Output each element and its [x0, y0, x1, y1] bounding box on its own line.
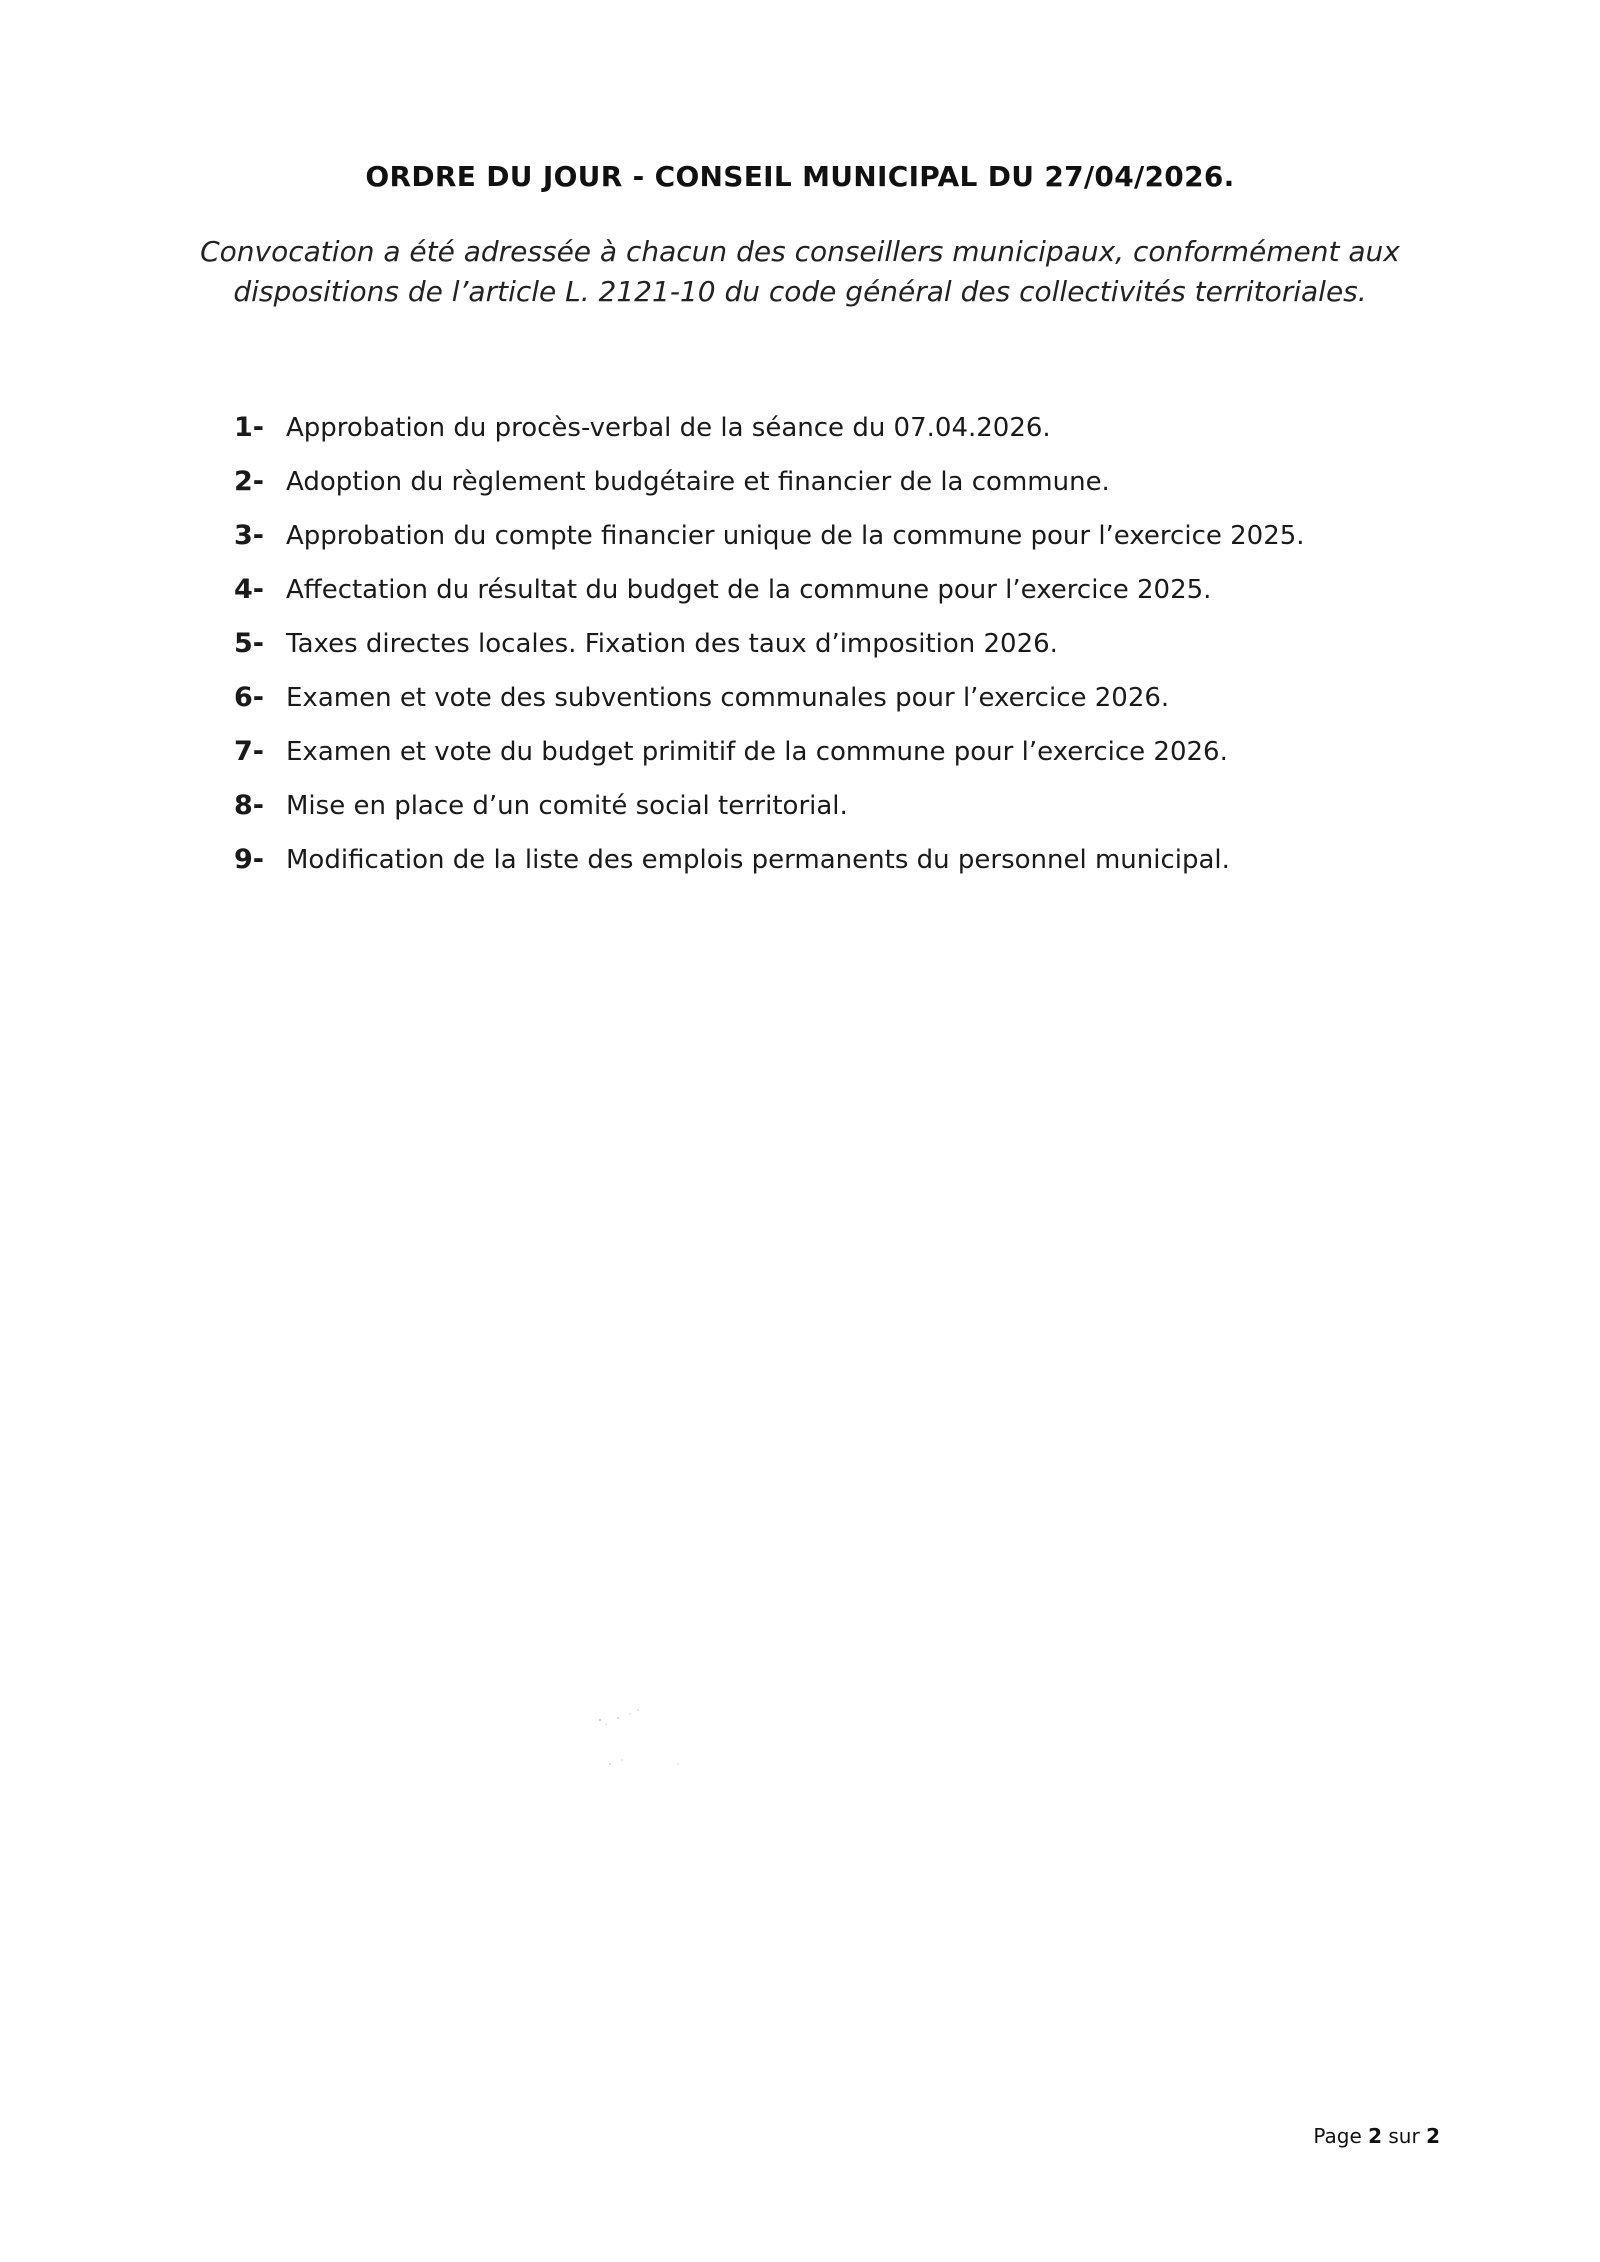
agenda-item-text: Affectation du résultat du budget de la commune pour l’exercice 2025. [286, 575, 1212, 605]
convocation-notice-line-2: dispositions de l’article L. 2121-10 du code général des collectivités territoriales. [233, 275, 1367, 308]
current-page-number: 2 [1368, 2124, 1383, 2148]
agenda-item-text: Taxes directes locales. Fixation des taux d’imposition 2026. [286, 629, 1058, 659]
agenda-item [234, 790, 1434, 844]
agenda-item [234, 844, 1434, 898]
agenda-item [234, 412, 1434, 466]
agenda-item-number: 6- [234, 682, 264, 713]
of-word: sur [1388, 2124, 1420, 2148]
agenda-item-number: 2- [234, 466, 264, 497]
convocation-notice [200, 232, 1400, 312]
total-pages-number: 2 [1426, 2124, 1440, 2148]
page-word: Page [1313, 2124, 1362, 2148]
page-title: ORDRE DU JOUR - CONSEIL MUNICIPAL DU 27/04/2026. [365, 160, 1235, 193]
agenda-item-text: Modification de la liste des emplois permanents du personnel municipal. [286, 845, 1230, 875]
agenda-item-text: Mise en place d’un comité social territorial. [286, 791, 848, 821]
agenda-item-text: Approbation du procès-verbal de la séance du 07.04.2026. [286, 413, 1051, 443]
agenda-item-number: 1- [234, 412, 264, 443]
page-number [1313, 2124, 1440, 2148]
agenda-item-number: 5- [234, 628, 264, 659]
agenda-item [234, 628, 1434, 682]
agenda-item-number: 7- [234, 736, 264, 767]
agenda-item-number: 3- [234, 520, 264, 551]
agenda-item-number: 4- [234, 574, 264, 605]
agenda-item-text: Examen et vote des subventions communales pour l’exercice 2026. [286, 683, 1170, 713]
convocation-notice-line-1: Convocation a été adressée à chacun des conseillers municipaux, conformément aux [200, 235, 1400, 268]
agenda-item [234, 736, 1434, 790]
agenda-list [234, 412, 1434, 898]
agenda-item-number: 9- [234, 844, 264, 875]
agenda-item-text: Examen et vote du budget primitif de la commune pour l’exercice 2026. [286, 737, 1228, 767]
agenda-item-number: 8- [234, 790, 264, 821]
agenda-item-text: Adoption du règlement budgétaire et financier de la commune. [286, 467, 1110, 497]
scan-specks [590, 1700, 700, 1780]
agenda-item-text: Approbation du compte financier unique de la commune pour l’exercice 2025. [286, 521, 1305, 551]
agenda-item [234, 466, 1434, 520]
agenda-item [234, 574, 1434, 628]
agenda-item [234, 682, 1434, 736]
agenda-item [234, 520, 1434, 574]
